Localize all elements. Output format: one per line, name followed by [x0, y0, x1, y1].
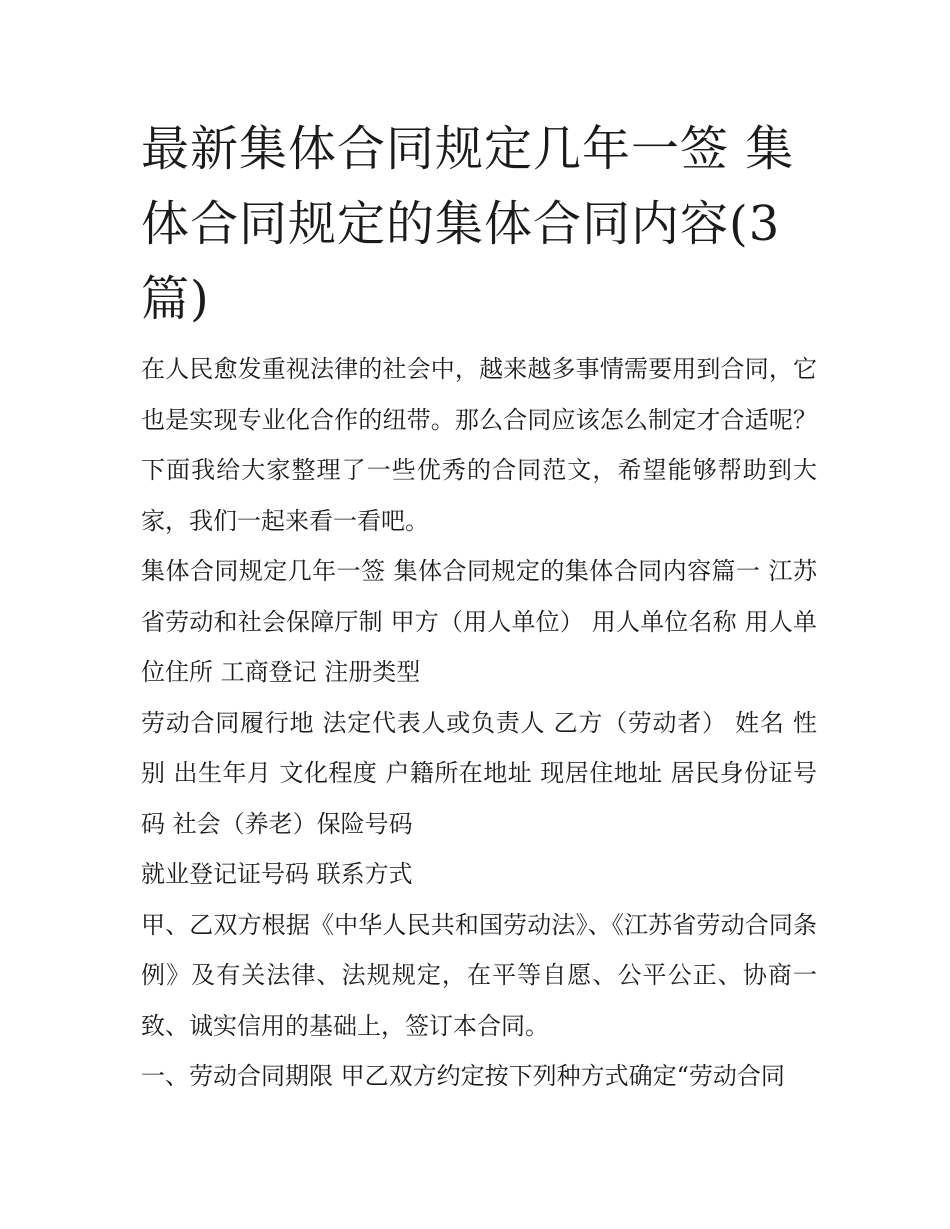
document-body — [141, 344, 817, 1102]
paragraph-term-section: 一、劳动合同期限 甲乙双方约定按下列种方式确定“劳动合同 — [141, 1062, 785, 1090]
paragraph-contract-header: 集体合同规定几年一签 集体合同规定的集体合同内容篇一 江苏省劳动和社会保障厅制 甲方（用人单位） 用人单位名称 用人单位住所 工商登记 注册类型 — [141, 557, 817, 686]
document-title: 最新集体合同规定几年一签 集体合同规定的集体合同内容(3篇) — [141, 121, 795, 327]
document-page — [141, 112, 817, 1102]
paragraph-party-details: 劳动合同履行地 法定代表人或负责人 乙方（劳动者） 姓名 性别 出生年月 文化程度 户籍所在地址 现居住地址 居民身份证号码 社会（养老）保险号码 — [141, 708, 817, 838]
paragraph-contact: 就业登记证号码 联系方式 — [141, 860, 413, 888]
paragraph-intro: 在人民愈发重视法律的社会中，越来越多事情需要用到合同，它也是实现专业化合作的纽带。那么合同应该怎么制定才合适呢？下面我给大家整理了一些优秀的合同范文，希望能够帮助到大家，我们一起来看一看吧。 — [141, 355, 817, 535]
paragraph-legal-basis: 甲、乙双方根据《中华人民共和国劳动法》、《江苏省劳动合同条例》及有关法律、法规规定，在平等自愿、公平公正、协商一致、诚实信用的基础上，签订本合同。 — [141, 910, 817, 1040]
